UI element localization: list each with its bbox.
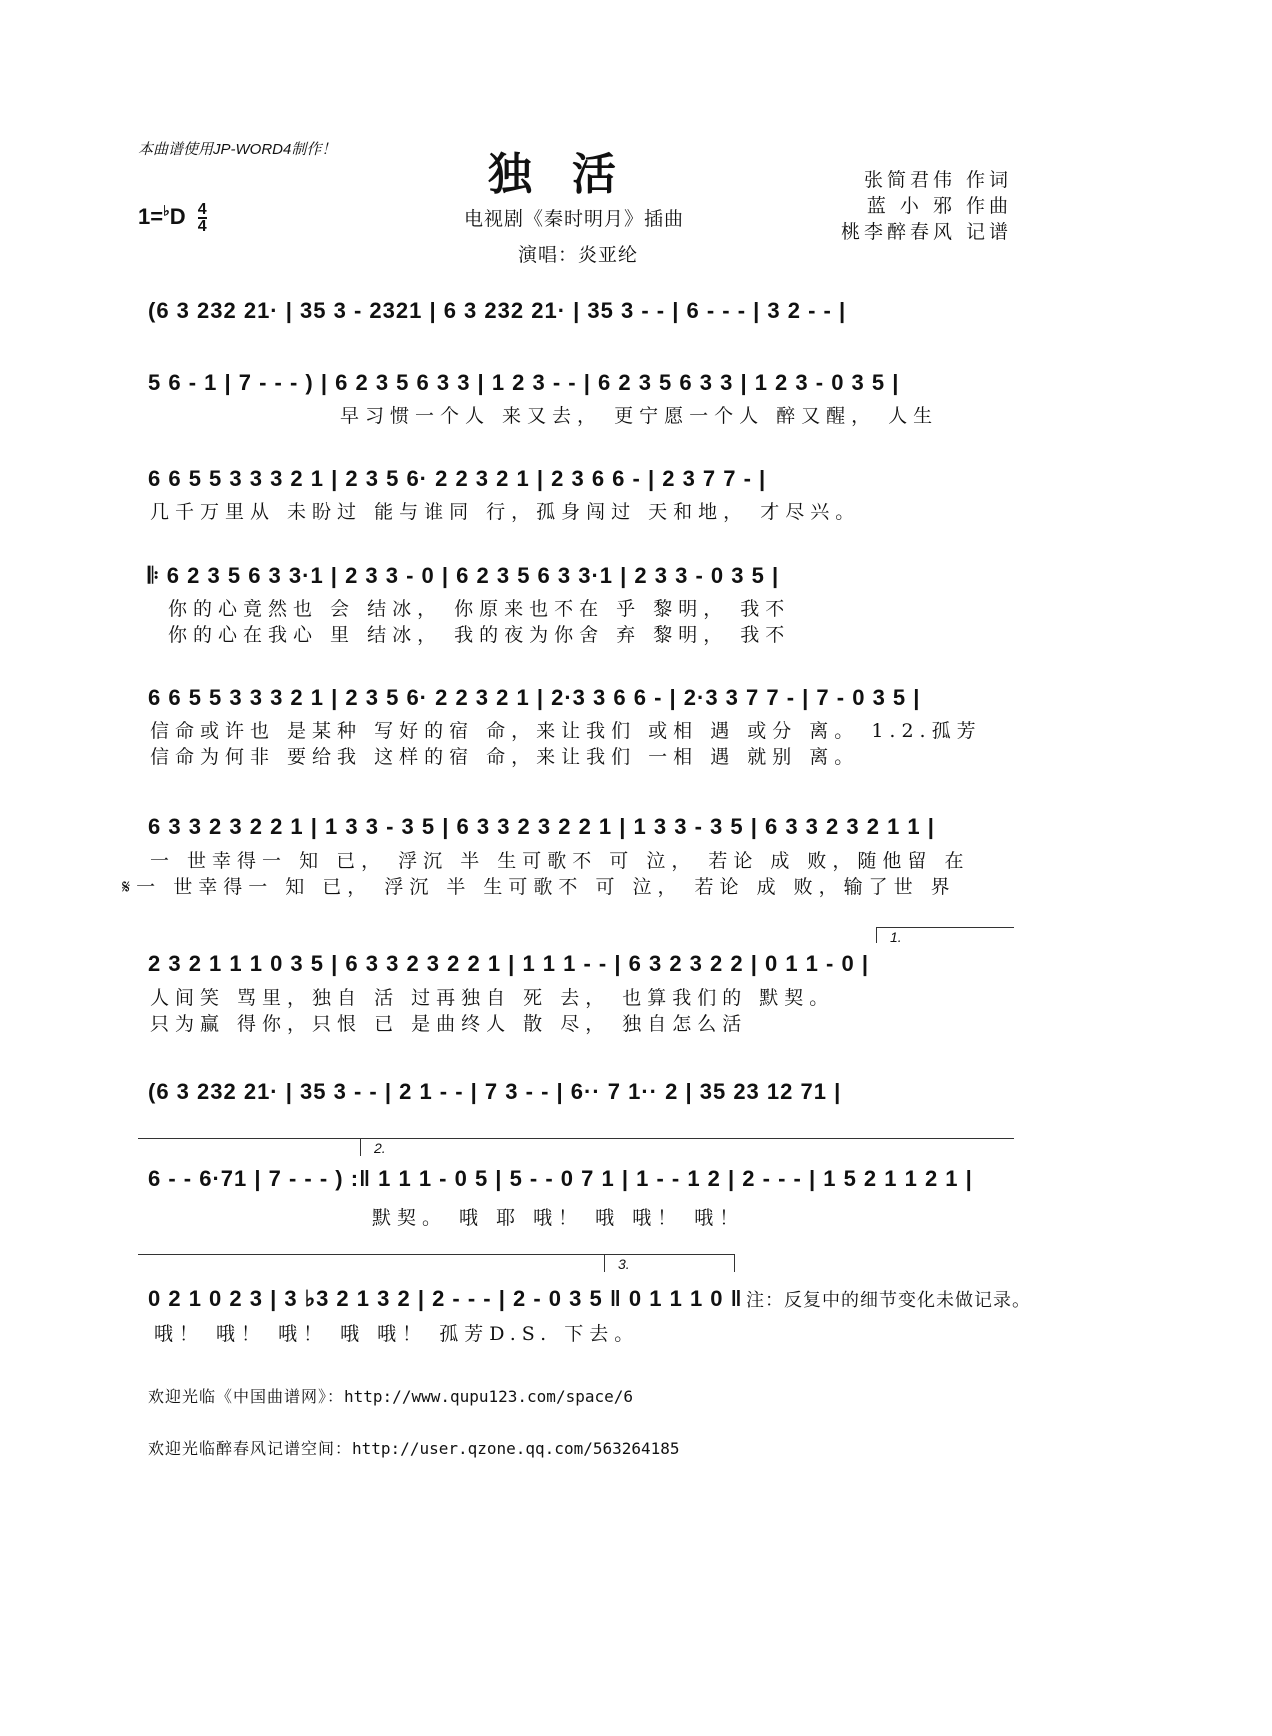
footer-prefix-2: 欢迎光临醉春风记谱空间：: [148, 1439, 353, 1458]
time-signature: [198, 202, 207, 234]
score-line-8: (6 3 232 21· | 35 3 - - | 2 1 - - | 7 3 - - | 6·· 7 1·· 2 | 35 23 12 71 |: [148, 1079, 842, 1104]
lyric-line-9: 默契。 哦 耶 哦！ 哦 哦！ 哦！: [372, 1207, 745, 1229]
volta-2-edge: [360, 1138, 361, 1156]
time-bottom: 4: [197, 218, 207, 235]
score-line-10: 0 2 1 0 2 3 | 3 ♭3 2 1 3 2 | 2 - - - | 2 - 0 3 5 ‖ 0 1 1 1 0 ‖: [148, 1286, 743, 1311]
volta-1-bracket: [876, 927, 1014, 928]
score-line-9: 6 - - 6·71 | 7 - - - ) :‖ 1 1 1 - 0 5 | 5 - - 0 7 1 | 1 - - 1 2 | 2 - - - | 1 5 2 1 1 2 1 |: [148, 1166, 973, 1191]
lyric-line-7a: 人间笑 骂里，独自 活 过再独自 死 去， 也算我们的 默契。: [150, 987, 835, 1009]
lyric-line-5a: 信命或许也 是某种 写好的宿 命，来让我们 或相 遇 或分 离。 1.2.孤芳: [150, 720, 982, 742]
composer-credit: 蓝 小 邪 作曲: [866, 195, 1012, 217]
song-title: 独活: [488, 149, 656, 200]
lyric-line-4b: 你的心在我心 里 结冰， 我的夜为你舍 弃 黎明， 我不: [168, 624, 791, 646]
time-top: 4: [197, 201, 207, 218]
volta-3-end: [734, 1254, 735, 1272]
footer-line-2: [148, 1436, 680, 1459]
score-line-3: 6 6 5 5 3 3 3 2 1 | 2 3 5 6· 2 2 3 2 1 | 2 3 6 6 - | 2 3 7 7 - |: [148, 466, 767, 491]
footer-line-1: [148, 1384, 633, 1407]
lyric-line-6b: 𝄋一 世幸得一 知 已， 浮沉 半 生可歌不 可 泣， 若论 成 败，输了世 界: [122, 876, 956, 898]
score-line-4: 𝄆 6 2 3 5 6 3 3·1 | 2 3 3 - 0 | 6 2 3 5 6 3 3·1 | 2 3 3 - 0 3 5 |: [148, 563, 780, 588]
footer-link-qupu[interactable]: http://www.qupu123.com/space/6: [344, 1387, 633, 1406]
lyric-line-10: 哦！ 哦！ 哦！ 哦 哦！ 孤芳D.S. 下去。: [154, 1323, 640, 1345]
lyric-line-2: 早习惯一个人 来又去， 更宁愿一个人 醉又醒， 人生: [340, 405, 939, 427]
transcriber-credit: 桃李醉春风 记谱: [840, 221, 1012, 243]
key-signature: [138, 202, 207, 234]
lyric-line-7b: 只为赢 得你，只恨 已 是曲终人 散 尽， 独自怎么活: [150, 1013, 748, 1035]
volta-3-edge: [604, 1254, 605, 1272]
key-prefix: 1=: [138, 203, 164, 229]
lyricist-credit: 张简君伟 作词: [863, 169, 1012, 191]
volta-1-edge: [876, 927, 877, 943]
score-remark: 注：反复中的细节变化未做记录。: [746, 1290, 1031, 1311]
volta-3-label: 3.: [618, 1256, 630, 1272]
score-line-1: (6 3 232 21· | 35 3 - 2321 | 6 3 232 21· | 35 3 - - | 6 - - - | 3 2 - - |: [148, 298, 847, 323]
score-line-7: 2 3 2 1 1 1 0 3 5 | 6 3 3 2 3 2 2 1 | 1 1 1 - - | 6 3 2 3 2 2 | 0 1 1 - 0 |: [148, 951, 869, 976]
lyric-line-3: 几千万里从 未盼过 能与谁同 行，孤身闯过 天和地， 才尽兴。: [150, 501, 861, 523]
key-note: D: [169, 203, 186, 229]
song-subtitle: 电视剧《秦时明月》插曲: [464, 208, 685, 230]
volta-2-label: 2.: [374, 1140, 386, 1156]
credits-block: [820, 167, 1012, 245]
lyric-line-6a: 一 世幸得一 知 已， 浮沉 半 生可歌不 可 泣， 若论 成 败，随他留 在: [150, 850, 970, 872]
footer-prefix-1: 欢迎光临《中国曲谱网》：: [148, 1387, 345, 1406]
score-line-6: 6 3 3 2 3 2 2 1 | 1 3 3 - 3 5 | 6 3 3 2 3 2 2 1 | 1 3 3 - 3 5 | 6 3 3 2 3 2 1 1 |: [148, 814, 935, 839]
maker-note: 本曲谱使用JP-WORD4制作！: [138, 141, 337, 158]
footer-link-qzone[interactable]: http://user.qzone.qq.com/563264185: [352, 1439, 680, 1458]
lyric-line-5b: 信命为何非 要给我 这样的宿 命，来让我们 一相 遇 就别 离。: [150, 746, 860, 768]
volta-2-bracket: [138, 1138, 1014, 1139]
flat-sign: ♭: [163, 202, 170, 219]
score-line-5: 6 6 5 5 3 3 3 2 1 | 2 3 5 6· 2 2 3 2 1 | 2·3 3 6 6 - | 2·3 3 7 7 - | 7 - 0 3 5 |: [148, 685, 921, 710]
volta-1-label: 1.: [890, 929, 902, 945]
lyric-line-4a: 你的心竟然也 会 结冰， 你原来也不在 乎 黎明， 我不: [168, 598, 791, 620]
score-line-2: 5 6 - 1 | 7 - - - ) | 6 2 3 5 6 3 3 | 1 2 3 - - | 6 2 3 5 6 3 3 | 1 2 3 - 0 3 5 |: [148, 370, 900, 395]
volta-3-bracket: [138, 1254, 734, 1255]
singer-credit: 演唱：炎亚纶: [518, 244, 639, 266]
